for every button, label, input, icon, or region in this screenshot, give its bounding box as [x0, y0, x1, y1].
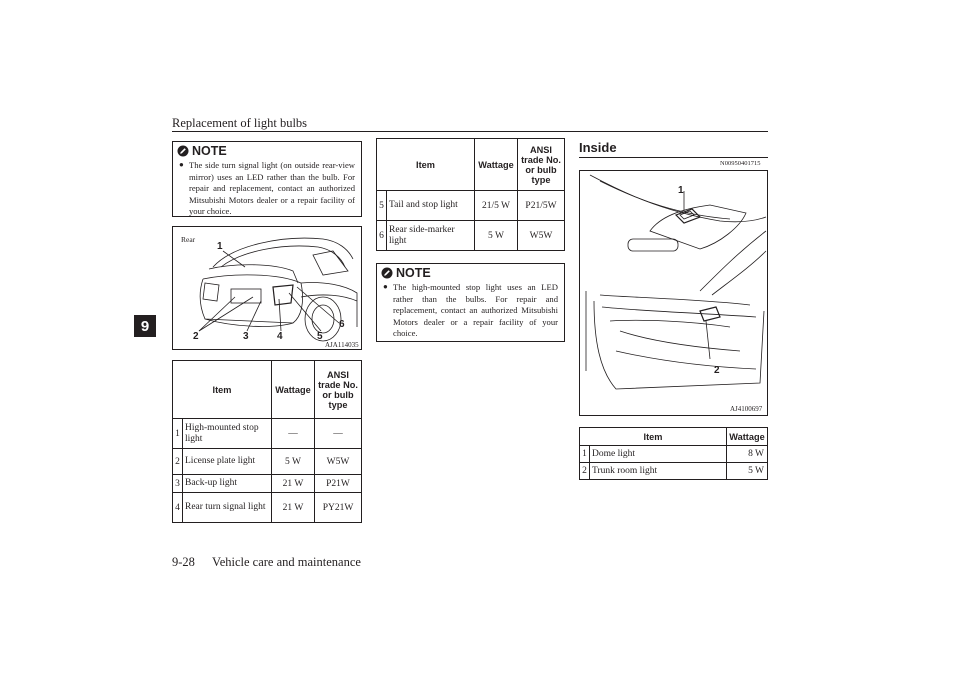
- rear-bulb-table-continued: [376, 138, 565, 251]
- row-num: 1: [580, 446, 590, 463]
- row-item: Trunk room light: [590, 463, 727, 480]
- callout-5: 5: [317, 331, 323, 342]
- page-number: 9-28: [172, 555, 195, 569]
- table-header-row: [377, 139, 565, 191]
- note-label: NOTE: [192, 144, 227, 158]
- chapter-tab: 9: [134, 315, 156, 337]
- interior-illustration: [580, 171, 767, 415]
- callout-3: 3: [243, 331, 249, 342]
- row-num: 3: [173, 475, 183, 493]
- row-ansi: P21/5W: [518, 191, 565, 221]
- row-wattage: 5 W: [727, 463, 768, 480]
- row-item: License plate light: [183, 449, 272, 475]
- section-code: N00950401715: [720, 160, 761, 167]
- row-wattage: 21 W: [272, 493, 315, 523]
- inside-callout-1: 1: [678, 185, 684, 196]
- table-row: [580, 463, 768, 480]
- rear-bulb-table: [172, 360, 362, 523]
- row-num: 2: [173, 449, 183, 475]
- row-wattage: 5 W: [272, 449, 315, 475]
- row-ansi: W5W: [315, 449, 362, 475]
- row-num: 1: [173, 419, 183, 449]
- table-row: [580, 446, 768, 463]
- row-item: High-mounted stop light: [183, 419, 272, 449]
- note-header: [173, 142, 361, 158]
- table-row: [173, 475, 362, 493]
- row-item: Tail and stop light: [387, 191, 475, 221]
- row-num: 2: [580, 463, 590, 480]
- note-text-content: The side turn signal light (on outside rear-view mirror) uses an LED rather than the bulb. For repair and replacement, contact an authorized Mitsubishi Motors dealer or a repair facility of your choice.: [189, 160, 355, 217]
- row-num: 5: [377, 191, 387, 221]
- row-num: 4: [173, 493, 183, 523]
- col-header-item: Item: [173, 361, 272, 419]
- inside-lights-figure: [579, 170, 768, 416]
- callout-6: 6: [339, 319, 345, 330]
- col-header-item: Item: [580, 428, 727, 446]
- section-title-inside: Inside: [579, 140, 617, 155]
- col-header-wattage: Wattage: [475, 139, 518, 191]
- table-row: [173, 493, 362, 523]
- page-header-title: Replacement of light bulbs: [172, 116, 308, 130]
- row-item: Rear turn signal light: [183, 493, 272, 523]
- table-row: [173, 449, 362, 475]
- header-rule: [172, 131, 768, 132]
- col-header-ansi: ANSI trade No. or bulb type: [315, 361, 362, 419]
- note-text: [377, 280, 564, 340]
- inside-figure-code: AJ4100697: [730, 405, 763, 413]
- note-header: [377, 264, 564, 280]
- inside-callout-2: 2: [714, 365, 720, 376]
- bullet-icon: ●: [383, 282, 388, 291]
- col-header-item: Item: [377, 139, 475, 191]
- note-box-side-turn: [172, 141, 362, 217]
- row-wattage: —: [272, 419, 315, 449]
- inside-bulb-table: [579, 427, 768, 480]
- table-header-row: [173, 361, 362, 419]
- row-num: 6: [377, 221, 387, 251]
- row-ansi: P21W: [315, 475, 362, 493]
- col-header-ansi: ANSI trade No. or bulb type: [518, 139, 565, 191]
- callout-1: 1: [217, 241, 223, 252]
- row-wattage: 5 W: [475, 221, 518, 251]
- table-row: [377, 221, 565, 251]
- page-footer: [172, 555, 361, 570]
- row-ansi: W5W: [518, 221, 565, 251]
- rear-lights-figure: [172, 226, 362, 350]
- bullet-icon: ●: [179, 160, 184, 169]
- note-text: [173, 158, 361, 218]
- row-item: Rear side-marker light: [387, 221, 475, 251]
- table-row: [377, 191, 565, 221]
- callout-4: 4: [277, 331, 283, 342]
- row-item: Back-up light: [183, 475, 272, 493]
- note-label: NOTE: [396, 266, 431, 280]
- note-text-content: The high-mounted stop light uses an LED rather than the bulbs. For repair and replacement, contact an authorized Mitsubishi Motors dealer or a repair facility of your choice.: [393, 282, 558, 339]
- rear-car-illustration: [173, 227, 361, 349]
- row-ansi: —: [315, 419, 362, 449]
- table-row: [173, 419, 362, 449]
- pencil-icon: [177, 145, 189, 157]
- callout-2: 2: [193, 331, 199, 342]
- table-header-row: [580, 428, 768, 446]
- section-rule: [579, 157, 768, 158]
- rear-figure-code: AJA114035: [325, 341, 359, 349]
- rear-figure-label: Rear: [181, 235, 196, 244]
- note-box-high-mount: [376, 263, 565, 342]
- row-wattage: 8 W: [727, 446, 768, 463]
- row-item: Dome light: [590, 446, 727, 463]
- col-header-wattage: Wattage: [272, 361, 315, 419]
- chapter-title: Vehicle care and maintenance: [212, 555, 361, 569]
- col-header-wattage: Wattage: [727, 428, 768, 446]
- row-ansi: PY21W: [315, 493, 362, 523]
- row-wattage: 21/5 W: [475, 191, 518, 221]
- pencil-icon: [381, 267, 393, 279]
- row-wattage: 21 W: [272, 475, 315, 493]
